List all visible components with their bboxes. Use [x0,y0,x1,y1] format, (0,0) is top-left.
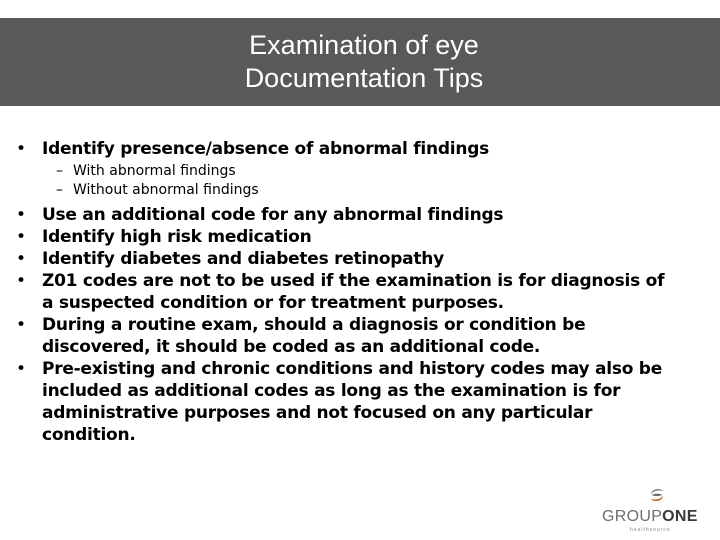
bullet-text: Identify high risk medication [42,227,312,247]
bullet-marker: • [16,205,26,225]
bullet-item [0,314,680,358]
bullet-marker: • [16,249,26,269]
slide-title-line-1: Examination of eye [249,30,479,60]
bullet-marker: • [16,315,26,335]
sub-bullet-marker: – [56,182,63,198]
bullet-text: Identify presence/absence of abnormal findings [42,139,489,159]
sub-bullet-text: Without abnormal findings [73,182,259,198]
sub-bullet-marker: – [56,163,63,179]
bullet-text: Use an additional code for any abnormal findings [42,205,504,225]
logo-tagline: healthsource [630,527,671,533]
sub-bullet-list [0,162,680,200]
bullet-item [0,204,680,226]
bullet-text: Z01 codes are not to be used if the examination is for diagnosis of a suspected condition or for treatment purposes. [42,271,665,313]
bullet-item [0,248,680,270]
bullet-item [0,138,680,160]
bullet-list [0,138,680,446]
logo-group-text: GROUP [602,508,663,525]
bullet-text: Identify diabetes and diabetes retinopathy [42,249,444,269]
logo-swirl-icon [648,486,666,504]
bullet-marker: • [16,139,26,159]
bullet-item [0,358,680,446]
slide-title-line-2: Documentation Tips [244,63,484,93]
bullet-item [0,226,680,248]
bullet-marker: • [16,359,26,379]
bullet-text: During a routine exam, should a diagnosis or condition be discovered, it should be coded as an additional code. [42,315,586,357]
bullet-marker: • [16,227,26,247]
bullet-marker: • [16,271,26,291]
group-one-logo [600,486,712,534]
bullet-item [0,270,680,314]
logo-wordmark [602,508,698,526]
sub-bullet-text: With abnormal findings [73,163,236,179]
bullet-text: Pre-existing and chronic conditions and history codes may also be included as additional codes as long as the examination is for administrative purposes and not focused on any particular condition. [42,359,662,445]
title-bar [0,18,720,106]
sub-bullet-item [0,162,680,181]
sub-bullet-item [0,181,680,200]
logo-one-text: ONE [662,508,698,525]
